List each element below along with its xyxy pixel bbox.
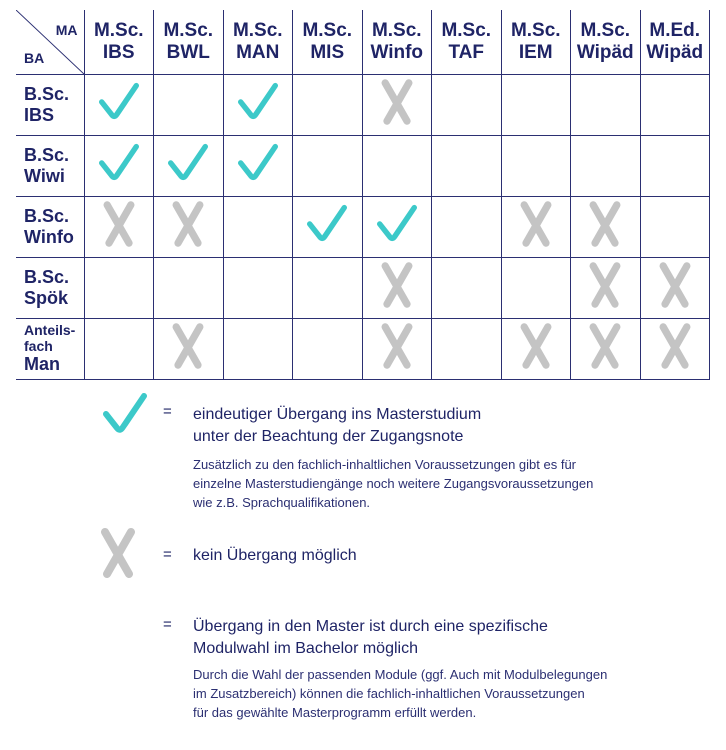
matrix-cell: [362, 257, 432, 318]
legend-modulwahl-text: Übergang in den Master ist durch eine spezifische Modulwahl im Bachelor möglich: [193, 618, 548, 657]
column-header: M.Ed. Wipäd: [640, 10, 710, 74]
matrix-cell: [154, 196, 224, 257]
matrix-cell: [501, 257, 571, 318]
cross-icon: [168, 358, 208, 375]
legend-cross-text: kein Übergang möglich: [193, 547, 357, 564]
row-header: B.Sc. IBS: [16, 74, 84, 135]
table-row: [16, 318, 710, 379]
column-header: M.Sc. TAF: [432, 10, 502, 74]
corner-label-master: MA: [55, 22, 78, 38]
matrix-cell: [84, 318, 154, 379]
check-icon: [96, 109, 142, 126]
matrix-cell: [223, 196, 293, 257]
matrix-cell: [84, 257, 154, 318]
matrix-cell: [223, 135, 293, 196]
corner-label-bachelor: BA: [24, 49, 45, 66]
cross-icon: [585, 236, 625, 253]
matrix-cell: [571, 196, 641, 257]
legend-equals: =: [163, 546, 172, 563]
legend-equals: =: [163, 403, 172, 420]
row-header: B.Sc. Wiwi: [16, 135, 84, 196]
column-header: M.Sc. IEM: [501, 10, 571, 74]
matrix-cell: [362, 196, 432, 257]
legend-cross-icon: [96, 526, 140, 585]
matrix-cell: [432, 74, 502, 135]
table-row: [16, 74, 710, 135]
matrix-cell: [293, 318, 363, 379]
cross-icon: [585, 358, 625, 375]
matrix-cell: [223, 74, 293, 135]
check-icon: [165, 170, 211, 187]
row-header: B.Sc. Winfo: [16, 196, 84, 257]
header-row: [16, 10, 710, 74]
matrix-cell: [84, 135, 154, 196]
matrix-cell: [432, 257, 502, 318]
matrix-cell: [362, 318, 432, 379]
matrix-cell: [223, 318, 293, 379]
corner-cell: [16, 10, 84, 74]
matrix-cell: [154, 135, 224, 196]
table-row: [16, 196, 710, 257]
matrix-cell: [571, 74, 641, 135]
row-header: B.Sc. Spök: [16, 257, 84, 318]
check-icon: [235, 170, 281, 187]
cross-icon: [655, 297, 695, 314]
check-icon: [96, 170, 142, 187]
matrix-cell: [432, 318, 502, 379]
matrix-cell: [432, 196, 502, 257]
matrix-cell: [640, 318, 710, 379]
cross-icon: [168, 236, 208, 253]
cross-icon: [516, 236, 556, 253]
check-icon: [235, 109, 281, 126]
check-icon: [374, 231, 420, 248]
legend-check-icon: [100, 392, 150, 441]
matrix-cell: [84, 196, 154, 257]
matrix-cell: [362, 74, 432, 135]
cross-icon: [516, 358, 556, 375]
row-header: Anteils- fach Man: [16, 318, 84, 379]
column-header: M.Sc. Winfo: [362, 10, 432, 74]
column-header: M.Sc. MAN: [223, 10, 293, 74]
matrix-cell: [640, 74, 710, 135]
matrix-cell: [501, 196, 571, 257]
cross-icon: [377, 358, 417, 375]
matrix-cell: [362, 135, 432, 196]
matrix-cell: [223, 257, 293, 318]
matrix-cell: [154, 74, 224, 135]
matrix-cell: [571, 135, 641, 196]
column-header: M.Sc. Wipäd: [571, 10, 641, 74]
matrix-cell: [640, 135, 710, 196]
column-header: M.Sc. IBS: [84, 10, 154, 74]
legend-check-text: eindeutiger Übergang ins Masterstudium unter der Beachtung der Zugangsnote: [193, 406, 482, 445]
matrix-cell: [154, 257, 224, 318]
matrix-cell: [293, 135, 363, 196]
cross-icon: [585, 297, 625, 314]
matrix-cell: [501, 318, 571, 379]
matrix-cell: [432, 135, 502, 196]
column-header: M.Sc. BWL: [154, 10, 224, 74]
cross-icon: [655, 358, 695, 375]
matrix-cell: [293, 257, 363, 318]
matrix-cell: [501, 74, 571, 135]
cross-icon: [377, 297, 417, 314]
matrix-cell: [154, 318, 224, 379]
cross-icon: [99, 236, 139, 253]
legend-modulwahl-note: Durch die Wahl der passenden Module (ggf. Auch mit Modulbelegungen im Zusatzbereich) können die fachlich-inhaltlichen Voraussetzungen für das gewählte Masterprogramm erfüllt werden.: [193, 667, 608, 720]
matrix-cell: [571, 318, 641, 379]
matrix-cell: [84, 74, 154, 135]
transition-matrix: [16, 10, 710, 380]
matrix-cell: [640, 257, 710, 318]
matrix-cell: [293, 74, 363, 135]
table-row: [16, 257, 710, 318]
matrix-cell: [571, 257, 641, 318]
cross-icon: [377, 114, 417, 131]
table-row: [16, 135, 710, 196]
matrix-cell: [293, 196, 363, 257]
matrix-cell: [501, 135, 571, 196]
legend-check-note: Zusätzlich zu den fachlich-inhaltlichen Voraussetzungen gibt es für einzelne Masterstudiengänge noch weitere Zugangsvoraussetzungen wie z.B. Sprachqualifikationen.: [193, 457, 594, 510]
column-header: M.Sc. MIS: [293, 10, 363, 74]
legend-equals: =: [163, 616, 172, 633]
matrix-cell: [640, 196, 710, 257]
check-icon: [304, 231, 350, 248]
